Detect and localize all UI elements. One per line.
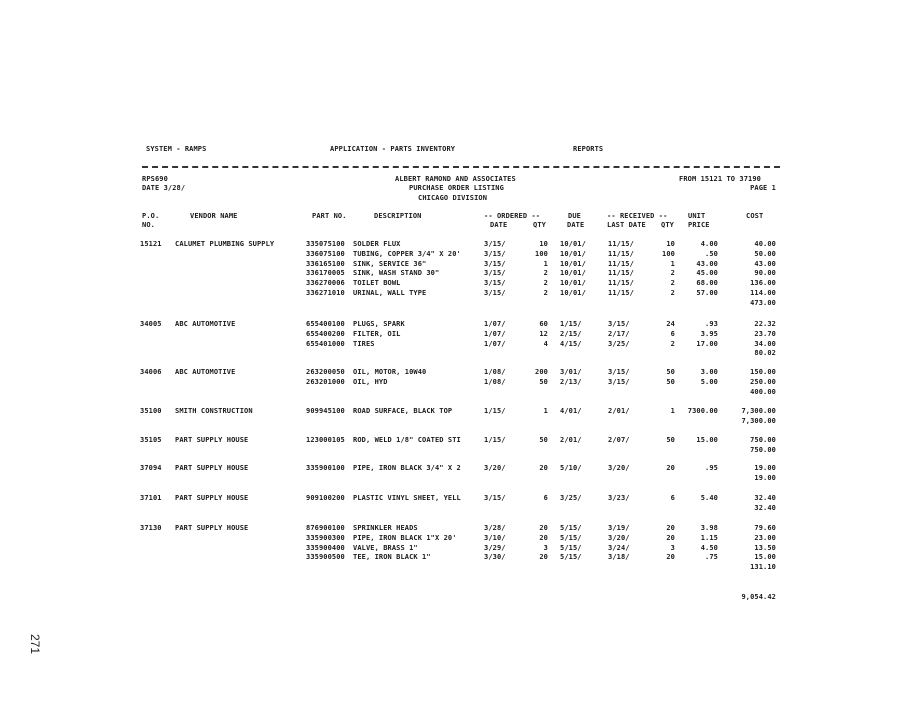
due-date: 3/25/: [560, 494, 582, 502]
application-label: APPLICATION - PARTS INVENTORY: [330, 145, 456, 153]
part-number: 335900100: [306, 464, 345, 472]
division-name: CHICAGO DIVISION: [418, 194, 488, 202]
ordered-qty: 6: [543, 494, 548, 502]
due-date: 2/13/: [560, 377, 582, 386]
part-description: SOLDER FLUX: [353, 240, 401, 248]
po-range: FROM 15121 TO 37190: [679, 175, 761, 183]
unit-price: 45.00: [696, 269, 718, 278]
col-received: -- RECEIVED --: [607, 212, 668, 220]
part-description: PLASTIC VINYL SHEET, YELL: [353, 494, 461, 502]
line-cost: 19.00: [754, 464, 776, 472]
due-date: 4/15/: [560, 339, 582, 348]
ordered-date: 3/20/: [484, 464, 506, 472]
due-date: 4/01/: [560, 407, 582, 415]
reports-label: REPORTS: [573, 145, 604, 153]
line-cost: 750.00: [750, 436, 776, 444]
last-received-date: 2/01/: [608, 407, 630, 415]
ordered-date: 1/07/: [484, 320, 506, 328]
due-date: 5/10/: [560, 464, 582, 472]
part-description: OIL, MOTOR, 10W40: [353, 368, 427, 376]
last-received-date: 3/15/: [608, 377, 630, 386]
part-number: 909945100: [306, 407, 345, 415]
part-description: SINK, WASH STAND 30": [353, 269, 440, 278]
vendor-name: CALUMET PLUMBING SUPPLY: [175, 240, 275, 248]
part-description: TUBING, COPPER 3/4" X 20': [353, 249, 461, 258]
last-received-date: 11/15/: [608, 240, 634, 248]
unit-price: 3.00: [700, 368, 718, 376]
last-received-date: 11/15/: [608, 249, 634, 258]
part-number: 335900400: [306, 543, 345, 552]
col-due-date: DATE: [567, 221, 585, 229]
last-received-date: 3/20/: [608, 533, 630, 542]
unit-price: 4.50: [700, 543, 718, 552]
part-description: PIPE, IRON BLACK 3/4" X 2: [353, 464, 461, 472]
po-subtotal: 473.00: [750, 298, 776, 307]
ordered-qty: 60: [539, 320, 548, 328]
last-received-date: 3/19/: [608, 524, 630, 532]
last-received-date: 3/18/: [608, 553, 630, 562]
line-cost: 22.32: [754, 320, 776, 328]
po-number: 37094: [140, 464, 162, 472]
report-code: RPS690: [142, 175, 168, 183]
vendor-name: ABC AUTOMOTIVE: [175, 368, 236, 376]
page-number: 271: [28, 634, 42, 655]
ordered-date: 1/15/: [484, 436, 506, 444]
line-cost: 90.00: [754, 269, 776, 278]
ordered-date: 1/08/: [484, 377, 506, 386]
received-qty: 2: [670, 269, 675, 278]
part-number: 123000105: [306, 436, 345, 444]
company-name: ALBERT RAMOND AND ASSOCIATES: [395, 175, 516, 183]
po-subtotal: 80.02: [754, 349, 776, 358]
vendor-name: SMITH CONSTRUCTION: [175, 407, 253, 415]
line-cost: 114.00: [750, 289, 776, 297]
last-received-date: 11/15/: [608, 269, 634, 278]
col-description: DESCRIPTION: [374, 212, 422, 220]
due-date: 10/01/: [560, 249, 586, 258]
due-date: 10/01/: [560, 269, 586, 278]
po-number: 15121: [140, 240, 162, 248]
unit-price: 57.00: [696, 289, 718, 297]
part-description: VALVE, BRASS 1": [353, 543, 418, 552]
report-title: PURCHASE ORDER LISTING: [409, 184, 504, 192]
vendor-name: PART SUPPLY HOUSE: [175, 436, 249, 444]
part-description: PIPE, IRON BLACK 1"X 20': [353, 533, 457, 542]
part-number: 263201000: [306, 377, 345, 386]
part-number: 655400200: [306, 329, 345, 338]
part-number: 655400100: [306, 320, 345, 328]
unit-price: 68.00: [696, 279, 718, 288]
part-description: TEE, IRON BLACK 1": [353, 553, 431, 562]
col-received-qty: QTY: [661, 221, 674, 229]
unit-price: 3.98: [700, 524, 718, 532]
last-received-date: 11/15/: [608, 259, 634, 268]
part-number: 336165100: [306, 259, 345, 268]
line-cost: 13.50: [754, 543, 776, 552]
part-description: OIL, HYD: [353, 377, 388, 386]
col-po: P.O.: [142, 212, 160, 220]
unit-price: 15.00: [696, 436, 718, 444]
part-number: 336271010: [306, 289, 345, 297]
received-qty: 100: [662, 249, 675, 258]
page-label: PAGE 1: [750, 184, 776, 192]
col-ordered-date: DATE: [490, 221, 508, 229]
ordered-date: 3/15/: [484, 269, 506, 278]
unit-price: 17.00: [696, 339, 718, 348]
line-cost: 250.00: [750, 377, 776, 386]
report-date: DATE 3/28/: [142, 184, 186, 192]
ordered-date: 1/15/: [484, 407, 506, 415]
ordered-qty: 50: [539, 377, 548, 386]
received-qty: 50: [666, 368, 675, 376]
po-subtotal: 19.00: [754, 473, 776, 482]
part-number: 336075100: [306, 249, 345, 258]
received-qty: 20: [666, 464, 675, 472]
last-received-date: 11/15/: [608, 289, 634, 297]
unit-price: .50: [705, 249, 718, 258]
due-date: 2/15/: [560, 329, 582, 338]
part-description: TIRES: [353, 339, 375, 348]
line-cost: 23.70: [754, 329, 776, 338]
col-cost: COST: [746, 212, 764, 220]
po-subtotal: 400.00: [750, 387, 776, 396]
due-date: 5/15/: [560, 543, 582, 552]
col-last-date: LAST DATE: [607, 221, 646, 229]
due-date: 10/01/: [560, 279, 586, 288]
received-qty: 10: [666, 240, 675, 248]
received-qty: 6: [670, 494, 675, 502]
unit-price: 43.00: [696, 259, 718, 268]
col-ordered-qty: QTY: [533, 221, 546, 229]
due-date: 10/01/: [560, 240, 586, 248]
unit-price: 3.95: [700, 329, 718, 338]
last-received-date: 3/20/: [608, 464, 630, 472]
po-subtotal: 7,300.00: [741, 416, 776, 425]
part-number: 335900500: [306, 553, 345, 562]
line-cost: 79.60: [754, 524, 776, 532]
part-description: ROAD SURFACE, BLACK TOP: [353, 407, 453, 415]
line-cost: 150.00: [750, 368, 776, 376]
ordered-qty: 3: [543, 543, 548, 552]
part-description: ROD, WELD 1/8" COATED STI: [353, 436, 461, 444]
last-received-date: 3/24/: [608, 543, 630, 552]
received-qty: 50: [666, 377, 675, 386]
ordered-date: 1/08/: [484, 368, 506, 376]
vendor-name: PART SUPPLY HOUSE: [175, 494, 249, 502]
part-number: 909100200: [306, 494, 345, 502]
ordered-date: 3/10/: [484, 533, 506, 542]
po-number: 35100: [140, 407, 162, 415]
due-date: 5/15/: [560, 553, 582, 562]
last-received-date: 2/07/: [608, 436, 630, 444]
ordered-qty: 1: [543, 407, 548, 415]
line-cost: 43.00: [754, 259, 776, 268]
unit-price: 5.00: [700, 377, 718, 386]
part-number: 263200050: [306, 368, 345, 376]
part-number: 336270006: [306, 279, 345, 288]
line-cost: 40.00: [754, 240, 776, 248]
ordered-date: 3/15/: [484, 249, 506, 258]
received-qty: 2: [670, 289, 675, 297]
ordered-qty: 10: [539, 240, 548, 248]
line-cost: 15.00: [754, 553, 776, 562]
part-description: SPRINKLER HEADS: [353, 524, 418, 532]
ordered-date: 3/28/: [484, 524, 506, 532]
ordered-qty: 200: [535, 368, 548, 376]
ordered-qty: 20: [539, 553, 548, 562]
part-number: 655401000: [306, 339, 345, 348]
ordered-qty: 20: [539, 464, 548, 472]
ordered-date: 3/29/: [484, 543, 506, 552]
part-description: FILTER, OIL: [353, 329, 401, 338]
line-cost: 7,300.00: [741, 407, 776, 415]
ordered-qty: 50: [539, 436, 548, 444]
unit-price: 4.00: [700, 240, 718, 248]
due-date: 3/01/: [560, 368, 582, 376]
ordered-date: 1/07/: [484, 329, 506, 338]
line-cost: 23.00: [754, 533, 776, 542]
received-qty: 2: [670, 279, 675, 288]
header-divider: [142, 166, 780, 168]
ordered-qty: 20: [539, 524, 548, 532]
received-qty: 20: [666, 524, 675, 532]
ordered-date: 1/07/: [484, 339, 506, 348]
po-number: 37130: [140, 524, 162, 532]
part-number: 335075100: [306, 240, 345, 248]
received-qty: 1: [670, 407, 675, 415]
ordered-qty: 2: [543, 279, 548, 288]
part-number: 335900300: [306, 533, 345, 542]
po-number: 34006: [140, 368, 162, 376]
line-cost: 50.00: [754, 249, 776, 258]
last-received-date: 3/25/: [608, 339, 630, 348]
ordered-qty: 4: [543, 339, 548, 348]
col-part-no: PART NO.: [312, 212, 347, 220]
col-po-no: NO.: [142, 221, 155, 229]
ordered-qty: 20: [539, 533, 548, 542]
received-qty: 3: [670, 543, 675, 552]
received-qty: 50: [666, 436, 675, 444]
part-number: 336170005: [306, 269, 345, 278]
vendor-name: PART SUPPLY HOUSE: [175, 524, 249, 532]
po-subtotal: 32.40: [754, 503, 776, 512]
vendor-name: PART SUPPLY HOUSE: [175, 464, 249, 472]
col-ordered: -- ORDERED --: [484, 212, 541, 220]
unit-price: 1.15: [700, 533, 718, 542]
vendor-name: ABC AUTOMOTIVE: [175, 320, 236, 328]
due-date: 5/15/: [560, 524, 582, 532]
po-number: 35105: [140, 436, 162, 444]
ordered-qty: 1: [543, 259, 548, 268]
po-number: 37101: [140, 494, 162, 502]
po-subtotal: 750.00: [750, 445, 776, 454]
ordered-qty: 100: [535, 249, 548, 258]
ordered-date: 3/15/: [484, 279, 506, 288]
col-due: DUE: [568, 212, 581, 220]
col-unit: UNIT: [688, 212, 706, 220]
unit-price: .95: [705, 464, 718, 472]
last-received-date: 3/15/: [608, 368, 630, 376]
ordered-date: 3/15/: [484, 240, 506, 248]
due-date: 1/15/: [560, 320, 582, 328]
ordered-date: 3/30/: [484, 553, 506, 562]
due-date: 2/01/: [560, 436, 582, 444]
last-received-date: 11/15/: [608, 279, 634, 288]
po-number: 34005: [140, 320, 162, 328]
unit-price: 7300.00: [687, 407, 718, 415]
line-cost: 136.00: [750, 279, 776, 288]
part-description: SINK, SERVICE 36": [353, 259, 427, 268]
due-date: 10/01/: [560, 259, 586, 268]
ordered-qty: 2: [543, 289, 548, 297]
part-description: TOILET BOWL: [353, 279, 401, 288]
part-description: PLUGS, SPARK: [353, 320, 405, 328]
ordered-date: 3/15/: [484, 259, 506, 268]
unit-price: .93: [705, 320, 718, 328]
received-qty: 6: [670, 329, 675, 338]
po-subtotal: 131.10: [750, 563, 776, 572]
ordered-qty: 2: [543, 269, 548, 278]
received-qty: 2: [670, 339, 675, 348]
last-received-date: 3/23/: [608, 494, 630, 502]
unit-price: .75: [705, 553, 718, 562]
part-description: URINAL, WALL TYPE: [353, 289, 427, 297]
received-qty: 1: [670, 259, 675, 268]
unit-price: 5.40: [700, 494, 718, 502]
line-cost: 32.40: [754, 494, 776, 502]
received-qty: 24: [666, 320, 675, 328]
due-date: 10/01/: [560, 289, 586, 297]
ordered-qty: 12: [539, 329, 548, 338]
part-number: 876900100: [306, 524, 345, 532]
received-qty: 20: [666, 553, 675, 562]
ordered-date: 3/15/: [484, 494, 506, 502]
ordered-date: 3/15/: [484, 289, 506, 297]
col-vendor: VENDOR NAME: [190, 212, 238, 220]
col-price: PRICE: [688, 221, 710, 229]
last-received-date: 2/17/: [608, 329, 630, 338]
last-received-date: 3/15/: [608, 320, 630, 328]
due-date: 5/15/: [560, 533, 582, 542]
line-cost: 34.00: [754, 339, 776, 348]
system-label: SYSTEM - RAMPS: [146, 145, 207, 153]
grand-total: 9,054.42: [741, 593, 776, 601]
received-qty: 20: [666, 533, 675, 542]
